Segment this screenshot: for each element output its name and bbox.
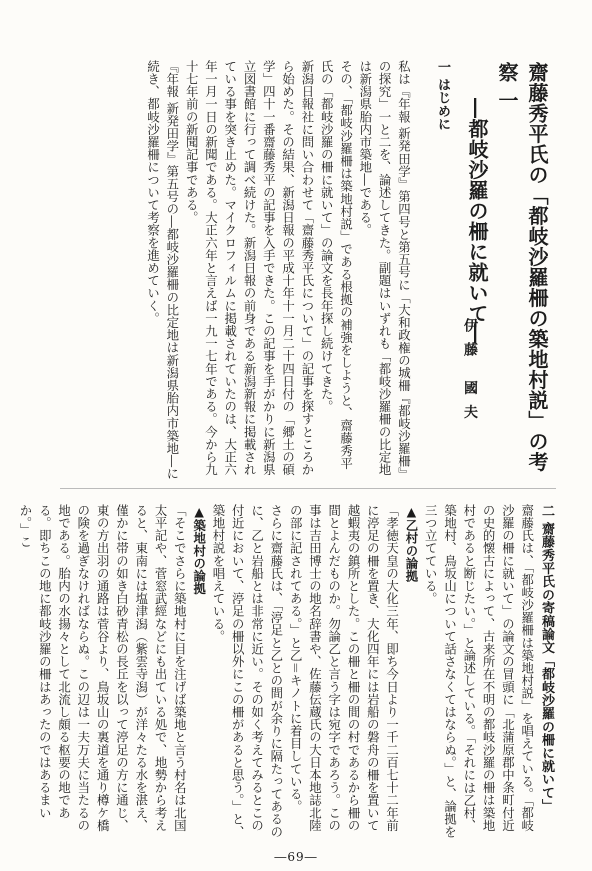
article-title: 齋藤秀平氏の「都岐沙羅柵の築地村説」の考察 一 — [495, 62, 549, 472]
section-heading-saito-paper: 二 齋藤秀平氏の寄稿論文「都岐沙羅の柵に就いて」 — [539, 504, 554, 813]
paragraph: 齋藤氏は、「都岐沙羅柵は築地村説」を唱えている。「都岐沙羅の柵に就いて」の論文の冒頭に「北蒲原郡中条町付近の史的懐古によって、古来所在不明の都岐沙羅の柵は築地村であると断じたい。」と論述している。「それには乙村、築地村、鳥坂山について話さなくてはならぬ。」と、論拠を三つ立てている。 — [423, 504, 535, 838]
page-number: ―69― — [274, 850, 318, 864]
upper-text-section — [42, 60, 452, 480]
lower-text-section — [17, 504, 556, 840]
paragraph: 私は『年報 新発田学』第四号と第五号に「大和政権の城柵『都岐沙羅柵』の探究」一と二を、論述してきた。副題はいずれも「都岐沙羅柵の比定地は新潟県胎内市築地―である。 — [357, 60, 412, 480]
author-name: 伊藤 國夫 — [462, 318, 478, 429]
subheading-tsuiji-village: ▲築地村の論拠 — [191, 504, 207, 595]
spacer — [413, 60, 432, 480]
paragraph: その、「都岐沙羅柵は築地村説」である根拠の補強をしようと、齋藤秀平氏の「都岐沙羅の柵に就いて」の論文を長年探し続けてきた。 — [319, 60, 354, 470]
paragraph: さらに齋藤氏は、「渟足と乙との間が余りに隔たってあるのに、乙と岩船とは非常に近い。その如く考えてみるとこの付近において、渟足の柵以外にこの柵があると思う。」と、築地村説を唱えている。 — [210, 504, 284, 838]
paragraph: 「そこでさらに築地村に目を注げば築地と言う村名は北国太平記や、菅窓武經などにも出ている処で、地勢から考えると、東南には塩津潟（紫雲寺潟）が洋々たる水を湛え、僅かに帯の如き白砂青松の長丘を以って渟足の方に通じ、東の方出羽の通路は菅谷より、鳥坂山の裏道を通り樽ケ橋の険を過ぎなければならぬ。この辺は一夫万夫に当たるの地である。胎内の水揚々として北流し頗る枢要の地である。即ちこの地に都岐沙羅の柵はあったのではあるまいか。」こ — [17, 504, 188, 832]
paragraph: 新潟日報社に問い合わせて「齋藤秀平氏について」の記事を探すところから始めた。その結果、新潟日報の平成十年十一月二十四日付の「郷土の碩学」四十一番齋藤秀平の記事を入手できた。この記事を手がかりに新潟県立図書館に行って調べ続けた。新潟日報の前身である新潟新報に掲載されている事を突き止めた。マイクロフィルムに掲載されていたのは、大正六年一月一日の新聞である。大正六年と言えば一九一七年である。今から九十七年前の新聞記事である。 — [184, 60, 315, 476]
section-divider — [60, 488, 556, 489]
paragraph: 「孝徳天皇の大化三年、即ち今日より一千二百七十二年前に渟足の柵を置き、大化四年には岩船の磐舟の柵を置いて越蝦夷の鎮所とした。この柵と柵の間の村であるから柵の間とよんだものか。勿論乙と言う字は宛字であろう。この事は吉田博士の地名辞書や、佐藤伝蔵氏の大日本地誌北陸の部に記されてある。」と乙＝キノトに着目している。 — [288, 504, 400, 832]
section-heading-introduction: 一 はじめに — [435, 60, 450, 131]
subheading-oto-village: ▲乙村の論拠 — [403, 504, 419, 583]
paragraph: 『年報 新発田学』第五号の―都岐沙羅柵の比定地は新潟県胎内市築地―に続き、都岐沙羅柵について考察を進めていく。 — [145, 60, 180, 480]
article-subtitle: ―都岐沙羅の柵に就いて― — [465, 98, 489, 344]
